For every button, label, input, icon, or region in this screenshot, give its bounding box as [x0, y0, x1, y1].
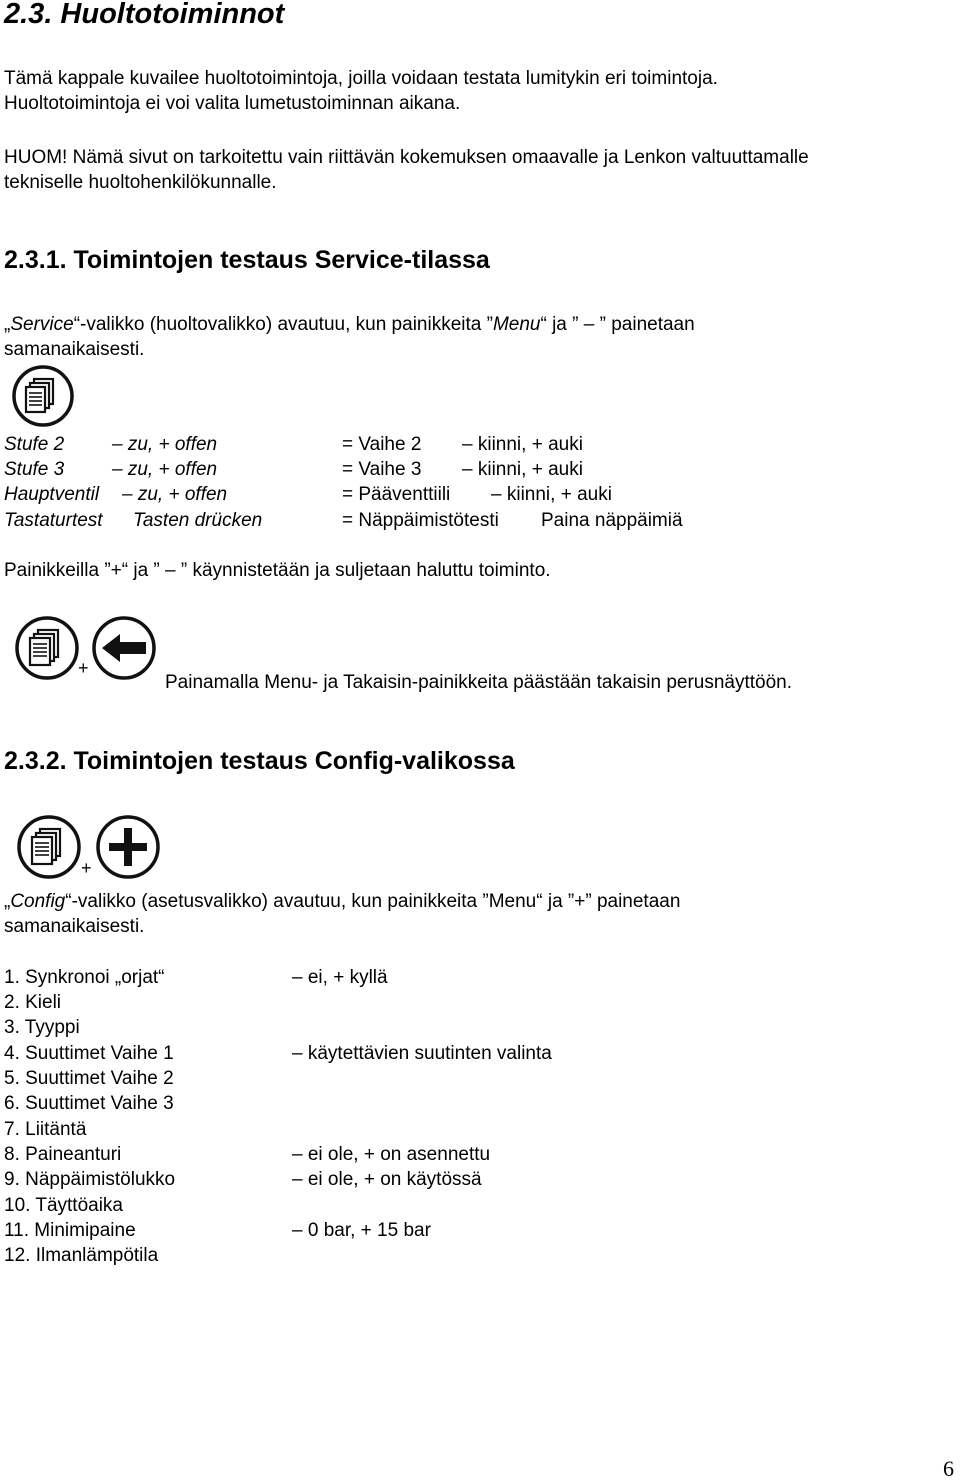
- row-1-fi-name: = Vaihe 2: [342, 434, 422, 455]
- list-item-label: 2. Kieli: [4, 992, 62, 1013]
- plus-circle-icon: [94, 814, 162, 880]
- list-item-label: 3. Tyyppi: [4, 1017, 80, 1038]
- list-item-label: 6. Suuttimet Vaihe 3: [4, 1093, 174, 1114]
- note-line-2: tekniselle huoltohenkilökunnalle.: [4, 172, 277, 193]
- plus-sign: +: [81, 858, 92, 878]
- quote-open: „: [4, 314, 11, 335]
- list-item-label: 7. Liitäntä: [4, 1119, 87, 1140]
- menu-icon: [14, 814, 84, 880]
- row-4-fi-name: = Näppäimistötesti: [342, 510, 499, 531]
- config-term: Config: [10, 891, 66, 912]
- list-item-value: – 0 bar, + 15 bar: [292, 1220, 431, 1241]
- service-description: [4, 312, 695, 337]
- row-3-de-name: Hauptventil: [4, 484, 100, 505]
- config-description-line-2: samanaikaisesti.: [4, 916, 145, 937]
- row-1-de-name: Stufe 2: [4, 434, 65, 455]
- list-item-label: 12. Ilmanlämpötila: [4, 1245, 159, 1266]
- plusminus-instruction: Painikkeilla ”+“ ja ” – ” käynnistetään ja suljetaan haluttu toiminto.: [4, 560, 551, 581]
- row-2-de-name: Stufe 3: [4, 459, 65, 480]
- section-heading-config: 2.3.2. Toimintojen testaus Config-valikossa: [4, 747, 515, 775]
- menu-icon: [12, 615, 82, 681]
- row-4-de-action: Tasten drücken: [133, 510, 263, 531]
- list-item-label: 9. Näppäimistölukko: [4, 1169, 176, 1190]
- section-heading-service: 2.3.1. Toimintojen testaus Service-tilassa: [4, 246, 490, 274]
- service-desc-text-2: “ ja ” – ” painetaan: [540, 314, 695, 335]
- list-item-label: 4. Suuttimet Vaihe 1: [4, 1043, 174, 1064]
- list-item-label: 8. Paineanturi: [4, 1144, 122, 1165]
- intro-line-2: Huoltotoimintoja ei voi valita lumetustoiminnan aikana.: [4, 93, 461, 114]
- list-item-value: – ei, + kyllä: [292, 967, 388, 988]
- list-item-label: 11. Minimipaine: [4, 1220, 136, 1241]
- row-2-fi-name: = Vaihe 3: [342, 459, 422, 480]
- service-description-line-2: samanaikaisesti.: [4, 339, 145, 360]
- menu-icon: [10, 364, 76, 428]
- menu-term: Menu: [492, 314, 541, 335]
- row-3-fi-name: = Pääventtiili: [342, 484, 451, 505]
- list-item-label: 1. Synkronoi „orjat“: [4, 967, 165, 988]
- back-arrow-icon: [90, 615, 158, 681]
- row-4-fi-action: Paina näppäimiä: [541, 510, 683, 531]
- row-3-de-action: – zu, + offen: [122, 484, 228, 505]
- list-item-value: – käytettävien suutinten valinta: [292, 1043, 552, 1064]
- list-item-label: 5. Suuttimet Vaihe 2: [4, 1068, 174, 1089]
- list-item-label: 10. Täyttöaika: [4, 1195, 124, 1216]
- row-4-de-name: Tastaturtest: [4, 510, 103, 531]
- list-item-value: – ei ole, + on asennettu: [292, 1144, 491, 1165]
- row-1-fi-action: – kiinni, + auki: [462, 434, 583, 455]
- config-description: [4, 889, 680, 914]
- service-desc-text: “-valikko (huoltovalikko) avautuu, kun painikkeita ”: [73, 314, 493, 335]
- config-desc-text: “-valikko (asetusvalikko) avautuu, kun painikkeita ”Menu“ ja ”+” painetaan: [65, 891, 681, 912]
- row-3-fi-action: – kiinni, + auki: [491, 484, 612, 505]
- plus-sign: +: [78, 658, 89, 678]
- row-2-de-action: – zu, + offen: [112, 459, 218, 480]
- page-number: 6: [943, 1456, 954, 1481]
- service-term: Service: [10, 314, 74, 335]
- list-item-value: – ei ole, + on käytössä: [292, 1169, 482, 1190]
- page-title: 2.3. Huoltotoiminnot: [4, 0, 285, 30]
- back-instruction: Painamalla Menu- ja Takaisin-painikkeita päästään takaisin perusnäyttöön.: [165, 672, 793, 693]
- quote-open: „: [4, 891, 11, 912]
- intro-line-1: Tämä kappale kuvailee huoltotoimintoja, joilla voidaan testata lumitykin eri toimintoja.: [4, 68, 718, 89]
- row-2-fi-action: – kiinni, + auki: [462, 459, 583, 480]
- row-1-de-action: – zu, + offen: [112, 434, 218, 455]
- note-line-1: HUOM! Nämä sivut on tarkoitettu vain riittävän kokemuksen omaavalle ja Lenkon valtuuttamalle: [4, 147, 809, 168]
